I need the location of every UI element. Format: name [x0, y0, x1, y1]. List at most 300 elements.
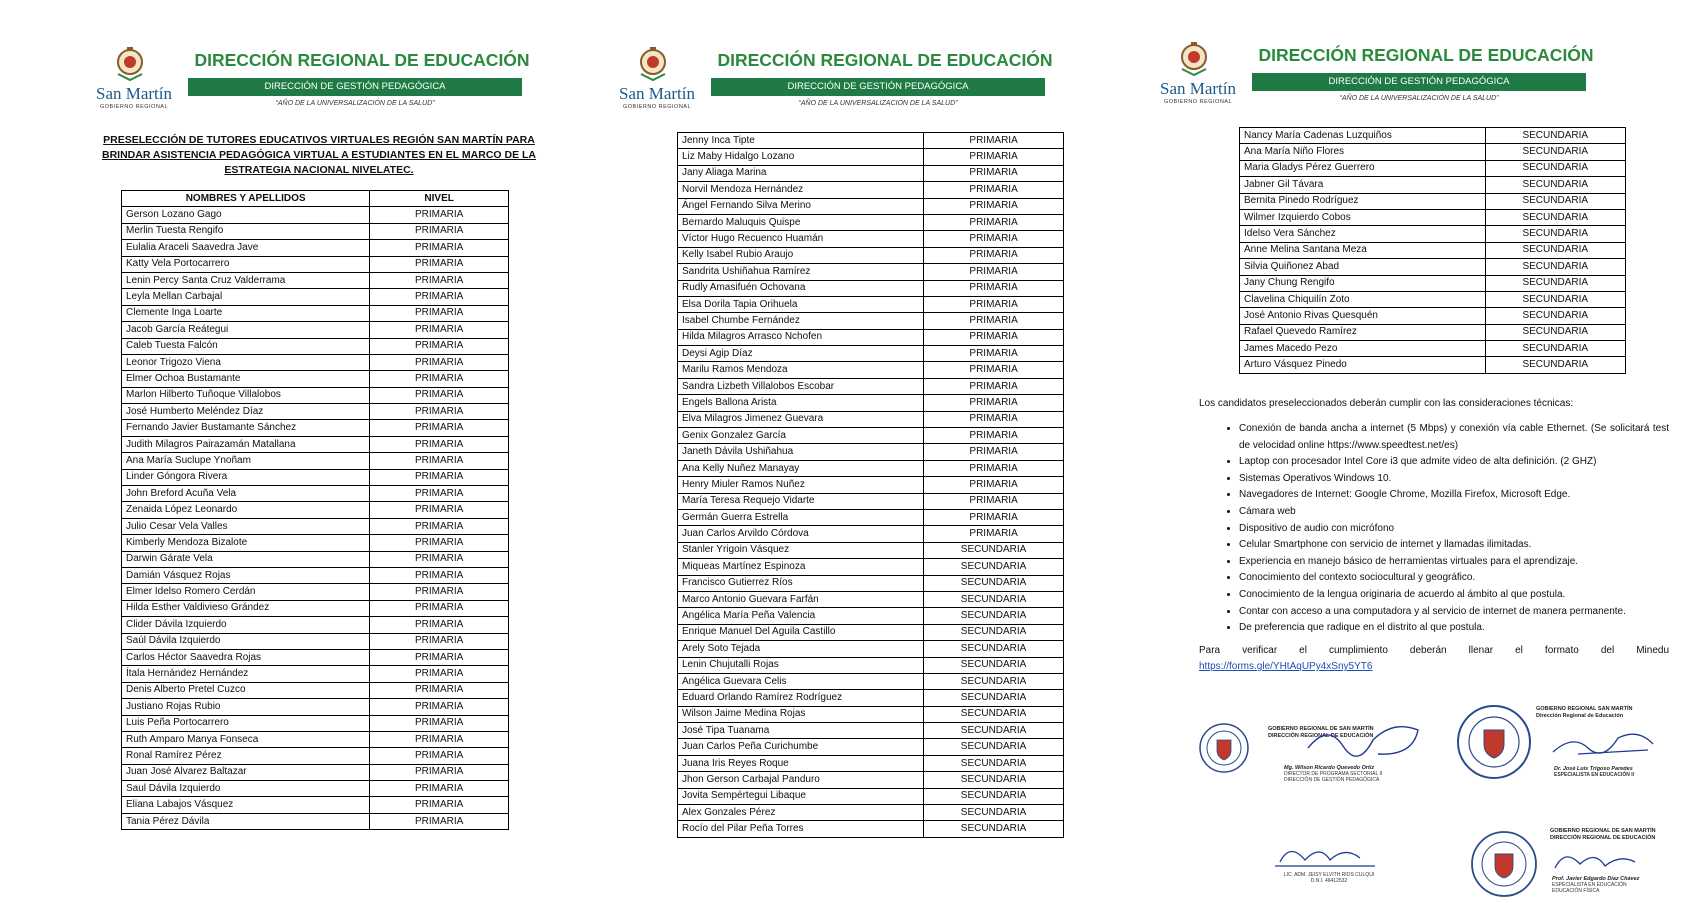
tutor-name-cell: Jacob García Reátegui: [122, 322, 370, 338]
tutor-level-cell: PRIMARIA: [370, 584, 509, 600]
tutor-name-cell: Marilu Ramos Mendoza: [678, 362, 924, 378]
tutor-level-cell: SECUNDARIA: [924, 706, 1064, 722]
tutor-level-cell: SECUNDARIA: [924, 608, 1064, 624]
tutor-name-cell: Elmer Idelso Romero Cerdán: [122, 584, 370, 600]
signature-4-role-line-2: EDUCACIÓN FÍSICA: [1552, 888, 1600, 894]
tutor-name-cell: Tania Pérez Dávila: [122, 813, 370, 829]
tutor-name-cell: Sandra Lizbeth Villalobos Escobar: [678, 378, 924, 394]
table-row: [1240, 144, 1626, 160]
table-row: [122, 699, 509, 715]
tutor-name-cell: Clemente Inga Loarte: [122, 305, 370, 321]
tutor-level-cell: SECUNDARIA: [1485, 160, 1625, 176]
table-row: [1240, 209, 1626, 225]
table-row: [678, 247, 1064, 263]
tutor-level-cell: PRIMARIA: [370, 453, 509, 469]
tutor-name-cell: Carlos Héctor Saavedra Rojas: [122, 649, 370, 665]
tutor-level-cell: PRIMARIA: [924, 247, 1064, 263]
tutor-level-cell: SECUNDARIA: [1485, 144, 1625, 160]
tutor-level-cell: SECUNDARIA: [924, 591, 1064, 607]
tutor-level-cell: PRIMARIA: [370, 715, 509, 731]
tutor-level-cell: PRIMARIA: [370, 551, 509, 567]
tutor-level-cell: PRIMARIA: [370, 223, 509, 239]
table-row: [122, 715, 509, 731]
tutor-name-cell: Rudly Amasifuén Ochovana: [678, 280, 924, 296]
requirement-item: • Laptop con procesador Intel Core i3 que admite video de alta definición. (2 GHZ): [1239, 454, 1669, 471]
tutor-level-cell: PRIMARIA: [924, 346, 1064, 362]
table-row: [122, 486, 509, 502]
table-row: [678, 805, 1064, 821]
table-row: [122, 453, 509, 469]
motto: “AÑO DE LA UNIVERSALIZACIÓN DE LA SALUD”: [275, 100, 435, 107]
letterhead: [80, 44, 540, 124]
tutor-name-cell: Ítala Hernández Hernández: [122, 666, 370, 682]
tutor-name-cell: Enrique Manuel Del Aguila Castillo: [678, 624, 924, 640]
tutor-level-cell: PRIMARIA: [924, 313, 1064, 329]
table-row: [678, 346, 1064, 362]
tutor-name-cell: Denis Alberto Pretel Cuzco: [122, 682, 370, 698]
table-row: [678, 559, 1064, 575]
tutor-name-cell: Merlin Tuesta Rengifo: [122, 223, 370, 239]
tutor-name-cell: Angélica María Peña Valencia: [678, 608, 924, 624]
tutor-name-cell: Julio Cesar Vela Valles: [122, 518, 370, 534]
tutor-name-cell: Marco Antonio Guevara Farfán: [678, 591, 924, 607]
tutor-level-cell: PRIMARIA: [370, 486, 509, 502]
tutor-level-cell: PRIMARIA: [924, 149, 1064, 165]
tutor-level-cell: PRIMARIA: [924, 378, 1064, 394]
letterhead: [603, 44, 1063, 124]
tutor-level-cell: PRIMARIA: [370, 240, 509, 256]
tutor-name-cell: Ana María Suclupe Ynoñam: [122, 453, 370, 469]
tutor-level-cell: PRIMARIA: [370, 436, 509, 452]
table-row: [122, 223, 509, 239]
tutor-level-cell: PRIMARIA: [370, 781, 509, 797]
government-label: GOBIERNO REGIONAL: [622, 104, 692, 110]
tutor-name-cell: Henry Miuler Ramos Nuñez: [678, 477, 924, 493]
table-row: [678, 755, 1064, 771]
document-title: PRESELECCIÓN DE TUTORES EDUCATIVOS VIRTUALES REGIÓN SAN MARTÍN PARA BRINDAR ASISTENCIA PEDAGÓGICA VIRTUAL A ESTUDIANTES EN EL MARCO DE LA ESTRATEGIA NACIONAL NIVELATEC.: [101, 134, 537, 176]
signature-scribble: [1298, 718, 1428, 758]
requirement-item: • Navegadores de Internet: Google Chrome, Mozilla Firefox, Microsoft Edge.: [1239, 487, 1669, 504]
tutor-name-cell: Leonor Trigozo Viena: [122, 354, 370, 370]
requirement-item: • Sistemas Operativos Windows 10.: [1239, 471, 1669, 488]
tutor-name-cell: Juana Iris Reyes Roque: [678, 755, 924, 771]
tutor-name-cell: James Macedo Pezo: [1240, 341, 1486, 357]
tutor-level-cell: SECUNDARIA: [924, 805, 1064, 821]
requirements-list: [1199, 421, 1669, 637]
table-row: [122, 387, 509, 403]
tutor-level-cell: PRIMARIA: [924, 428, 1064, 444]
department-band: DIRECCIÓN DE GESTIÓN PEDAGÓGICA: [1252, 73, 1586, 91]
tutor-level-cell: SECUNDARIA: [924, 788, 1064, 804]
table-row: [678, 165, 1064, 181]
table-row: [122, 813, 509, 829]
requirement-item: • Experiencia en manejo básico de herramientas virtuales para el aprendizaje.: [1239, 554, 1669, 571]
tutor-name-cell: Anne Melina Santana Meza: [1240, 242, 1486, 258]
tutor-level-cell: SECUNDARIA: [924, 755, 1064, 771]
peru-shield-seal-icon: [1198, 722, 1250, 774]
table-row: [678, 493, 1064, 509]
table-row: [678, 641, 1064, 657]
tutor-level-cell: PRIMARIA: [370, 617, 509, 633]
table-row: [1240, 341, 1626, 357]
table-row: [678, 313, 1064, 329]
table-row: [122, 764, 509, 780]
form-link[interactable]: https://forms.gle/YHtAqUPy4xSny5YT6: [1199, 661, 1373, 672]
tutor-name-cell: Clavelina Chiquilín Zoto: [1240, 291, 1486, 307]
table-row: [678, 673, 1064, 689]
tutor-level-cell: SECUNDARIA: [924, 657, 1064, 673]
table-row: [122, 781, 509, 797]
tutor-level-cell: PRIMARIA: [370, 338, 509, 354]
table-row: [678, 821, 1064, 837]
tutor-name-cell: Arturo Vásquez Pinedo: [1240, 357, 1486, 373]
table-row: [678, 329, 1064, 345]
tutor-name-cell: Ana Kelly Nuñez Manayay: [678, 460, 924, 476]
tutor-name-cell: Jany Chung Rengifo: [1240, 275, 1486, 291]
signature-2-header-line-2: Dirección Regional de Educación: [1536, 713, 1624, 719]
table-row: [678, 411, 1064, 427]
org-name: DIRECCIÓN REGIONAL DE EDUCACIÓN: [717, 50, 1053, 70]
peru-shield-seal-icon: [1456, 704, 1532, 780]
signature-2-role: ESPECIALISTA EN EDUCACIÓN II: [1554, 772, 1635, 778]
tutor-name-cell: Zenaida López Leonardo: [122, 502, 370, 518]
table-row: [678, 706, 1064, 722]
tutor-name-cell: Bernardo Maluquis Quispe: [678, 214, 924, 230]
tutor-name-cell: Deysi Agip Díaz: [678, 346, 924, 362]
table-row: [678, 477, 1064, 493]
tutor-level-cell: SECUNDARIA: [924, 690, 1064, 706]
tutor-name-cell: Leyla Mellan Carbajal: [122, 289, 370, 305]
table-row: [122, 748, 509, 764]
table-row: [122, 682, 509, 698]
table-row: [122, 633, 509, 649]
table-row: [122, 551, 509, 567]
tutor-level-cell: SECUNDARIA: [1485, 324, 1625, 340]
table-row: [678, 395, 1064, 411]
tutor-name-cell: Silvia Quiñonez Abad: [1240, 259, 1486, 275]
tutor-name-cell: Elsa Dorila Tapia Orihuela: [678, 296, 924, 312]
tutor-level-cell: PRIMARIA: [924, 493, 1064, 509]
tutor-name-cell: Liz Maby Hidalgo Lozano: [678, 149, 924, 165]
tutor-level-cell: PRIMARIA: [370, 813, 509, 829]
tutor-name-cell: Bernita Pinedo Rodríguez: [1240, 193, 1486, 209]
table-row: [122, 600, 509, 616]
tutor-name-cell: Isabel Chumbe Fernández: [678, 313, 924, 329]
table-row: [678, 280, 1064, 296]
requirement-item: • Cámara web: [1239, 504, 1669, 521]
signature-2-header-line-1: GOBIERNO REGIONAL SAN MARTÍN: [1536, 706, 1633, 712]
tutor-name-cell: Juan Carlos Arvildo Córdova: [678, 526, 924, 542]
tutor-level-cell: SECUNDARIA: [924, 821, 1064, 837]
table-row: [1240, 275, 1626, 291]
tutor-name-cell: Katty Vela Portocarrero: [122, 256, 370, 272]
table-row: [1240, 308, 1626, 324]
table-row: [678, 182, 1064, 198]
table-row: [122, 567, 509, 583]
signature-scribble: [1548, 724, 1658, 760]
tutor-name-cell: Caleb Tuesta Falcón: [122, 338, 370, 354]
tutor-level-cell: PRIMARIA: [370, 420, 509, 436]
signature-1-role-line-1: DIRECTOR DE PROGRAMA SECTORIAL II: [1284, 771, 1383, 777]
tutor-level-cell: PRIMARIA: [370, 600, 509, 616]
motto: “AÑO DE LA UNIVERSALIZACIÓN DE LA SALUD”: [798, 100, 958, 107]
tutor-level-cell: SECUNDARIA: [1485, 209, 1625, 225]
table-row: [678, 198, 1064, 214]
table-row: [678, 378, 1064, 394]
tutor-level-cell: PRIMARIA: [924, 444, 1064, 460]
tutor-name-cell: Jany Aliaga Marina: [678, 165, 924, 181]
tutor-name-cell: Clider Dávila Izquierdo: [122, 617, 370, 633]
requirement-item: • Conocimiento de la lengua originaria de acuerdo al ámbito al que postula.: [1239, 587, 1669, 604]
tutor-name-cell: Fernando Javier Bustamante Sánchez: [122, 420, 370, 436]
tutor-level-cell: SECUNDARIA: [1485, 128, 1625, 144]
table-row: [1240, 226, 1626, 242]
table-header-row: [122, 191, 509, 207]
tutor-name-cell: José Antonio Rivas Quesquén: [1240, 308, 1486, 324]
signature-scribble: [1270, 838, 1380, 870]
requirement-item: • Conocimiento del contexto sociocultural y geográfico.: [1239, 570, 1669, 587]
tutor-name-cell: Lenin Percy Santa Cruz Valderrama: [122, 272, 370, 288]
tutor-level-cell: PRIMARIA: [924, 526, 1064, 542]
requirement-item: • Conexión de banda ancha a internet (5 Mbps) y conexión vía cable Ethernet. (Se solicitará test de velocidad online https://www.speedtest.net/es): [1239, 421, 1669, 454]
tutor-level-cell: SECUNDARIA: [924, 624, 1064, 640]
tutor-table-page-2: [677, 132, 1064, 838]
signature-1-header-line-1: GOBIERNO REGIONAL DE SAN MARTÍN: [1268, 726, 1374, 732]
table-row: [678, 575, 1064, 591]
tutor-level-cell: PRIMARIA: [924, 165, 1064, 181]
tutor-name-cell: Kelly Isabel Rubio Araujo: [678, 247, 924, 263]
table-row: [678, 690, 1064, 706]
table-row: [122, 404, 509, 420]
table-row: [122, 420, 509, 436]
table-row: [122, 731, 509, 747]
tutor-level-cell: SECUNDARIA: [1485, 193, 1625, 209]
table-row: [678, 444, 1064, 460]
tutor-name-cell: Eulalia Araceli Saavedra Jave: [122, 240, 370, 256]
tutor-name-cell: Ruth Amparo Manya Fonseca: [122, 731, 370, 747]
tutor-name-cell: Gerson Lozano Gago: [122, 207, 370, 223]
tutor-level-cell: PRIMARIA: [370, 256, 509, 272]
tutor-name-cell: Alex Gonzales Pérez: [678, 805, 924, 821]
tutor-name-cell: Eliana Labajos Vásquez: [122, 797, 370, 813]
tutor-name-cell: Jovita Sempértegui Libaque: [678, 788, 924, 804]
tutor-name-cell: Nancy María Cadenas Luzquiños: [1240, 128, 1486, 144]
table-row: [678, 657, 1064, 673]
tutor-name-cell: Idelso Vera Sánchez: [1240, 226, 1486, 242]
tutor-name-cell: Juan Carlos Peña Curichumbe: [678, 739, 924, 755]
tutor-name-cell: Wilmer Izquierdo Cobos: [1240, 209, 1486, 225]
tutor-name-cell: María Teresa Requejo Vidarte: [678, 493, 924, 509]
requirements-intro: Los candidatos preseleccionados deberán cumplir con las consideraciones técnicas:: [1199, 398, 1574, 409]
tutor-name-cell: Linder Góngora Rivera: [122, 469, 370, 485]
region-name: San Martín: [618, 84, 696, 103]
table-row: [678, 739, 1064, 755]
region-name: San Martín: [95, 84, 173, 103]
tutor-level-cell: PRIMARIA: [924, 182, 1064, 198]
table-row: [122, 469, 509, 485]
tutor-name-cell: Arely Soto Tejada: [678, 641, 924, 657]
san-martin-crest-icon: [80, 44, 180, 124]
department-band: DIRECCIÓN DE GESTIÓN PEDAGÓGICA: [188, 78, 522, 96]
tutor-level-cell: PRIMARIA: [370, 731, 509, 747]
tutor-level-cell: PRIMARIA: [370, 633, 509, 649]
tutor-name-cell: Luis Peña Portocarrero: [122, 715, 370, 731]
table-row: [122, 502, 509, 518]
letterhead: [1144, 39, 1604, 119]
tutor-level-cell: SECUNDARIA: [1485, 357, 1625, 373]
table-row: [678, 624, 1064, 640]
tutor-level-cell: SECUNDARIA: [1485, 341, 1625, 357]
department-band: DIRECCIÓN DE GESTIÓN PEDAGÓGICA: [711, 78, 1045, 96]
tutor-name-cell: Rafael Quevedo Ramírez: [1240, 324, 1486, 340]
table-row: [678, 231, 1064, 247]
table-row: [122, 338, 509, 354]
tutor-level-cell: PRIMARIA: [370, 404, 509, 420]
table-row: [678, 723, 1064, 739]
table-row: [122, 436, 509, 452]
table-row: [122, 617, 509, 633]
tutor-table-page-1: [121, 190, 509, 830]
tutor-level-cell: SECUNDARIA: [924, 772, 1064, 788]
tutor-level-cell: PRIMARIA: [924, 264, 1064, 280]
table-row: [678, 542, 1064, 558]
tutor-name-cell: Hilda Milagros Arrasco Nchofen: [678, 329, 924, 345]
table-row: [122, 649, 509, 665]
table-row: [122, 535, 509, 551]
table-row: [1240, 160, 1626, 176]
tutor-level-cell: PRIMARIA: [924, 411, 1064, 427]
table-row: [122, 371, 509, 387]
tutor-level-cell: PRIMARIA: [924, 329, 1064, 345]
table-row: [678, 296, 1064, 312]
tutor-name-cell: Juan José Alvarez Baltazar: [122, 764, 370, 780]
tutor-level-cell: SECUNDARIA: [1485, 259, 1625, 275]
signature-4-role-line-1: ESPECIALISTA EN EDUCACIÓN: [1552, 882, 1627, 888]
tutor-level-cell: PRIMARIA: [924, 133, 1064, 149]
tutor-level-cell: SECUNDARIA: [1485, 291, 1625, 307]
tutor-name-cell: Damián Vásquez Rojas: [122, 567, 370, 583]
tutor-name-cell: Justiano Rojas Rubio: [122, 699, 370, 715]
table-row: [678, 149, 1064, 165]
tutor-name-cell: Elva Milagros Jimenez Guevara: [678, 411, 924, 427]
table-row: [1240, 324, 1626, 340]
tutor-level-cell: SECUNDARIA: [924, 723, 1064, 739]
tutor-level-cell: PRIMARIA: [370, 371, 509, 387]
signature-3-name: LIC. ADM. JEISY ELVITH RIOS CULQUI: [1283, 872, 1375, 878]
government-label: GOBIERNO REGIONAL: [1163, 99, 1233, 105]
table-row: [678, 460, 1064, 476]
tutor-name-cell: Ronal Ramírez Pérez: [122, 748, 370, 764]
table-row: [678, 772, 1064, 788]
tutor-name-cell: Lenin Chujutalli Rojas: [678, 657, 924, 673]
tutor-level-cell: PRIMARIA: [370, 797, 509, 813]
table-row: [122, 289, 509, 305]
table-row: [122, 240, 509, 256]
tutor-level-cell: PRIMARIA: [924, 460, 1064, 476]
org-name: DIRECCIÓN REGIONAL DE EDUCACIÓN: [194, 50, 530, 70]
tutor-level-cell: PRIMARIA: [924, 477, 1064, 493]
signature-3-dni: D.N.I. 46412532: [1310, 878, 1348, 884]
table-row: [1240, 357, 1626, 373]
table-row: [122, 584, 509, 600]
tutor-level-cell: PRIMARIA: [370, 289, 509, 305]
tutor-level-cell: PRIMARIA: [370, 322, 509, 338]
tutor-level-cell: PRIMARIA: [924, 362, 1064, 378]
tutor-level-cell: SECUNDARIA: [1485, 308, 1625, 324]
peru-shield-seal-icon: [1470, 830, 1538, 898]
tutor-name-cell: Darwin Gárate Vela: [122, 551, 370, 567]
signature-1-name: Mg. Wilson Ricardo Quevedo Ortiz: [1284, 765, 1375, 771]
tutor-name-cell: Miqueas Martínez Espinoza: [678, 559, 924, 575]
table-row: [678, 214, 1064, 230]
requirement-item: • Celular Smartphone con servicio de internet y llamadas ilimitadas.: [1239, 537, 1669, 554]
table-row: [678, 608, 1064, 624]
tutor-name-cell: Rocío del Pilar Peña Torres: [678, 821, 924, 837]
tutor-name-cell: Engels Ballona Arista: [678, 395, 924, 411]
table-row: [122, 322, 509, 338]
table-row: [122, 666, 509, 682]
table-row: [122, 207, 509, 223]
table-row: [678, 264, 1064, 280]
tutor-name-cell: Jenny Inca Tipte: [678, 133, 924, 149]
tutor-level-cell: PRIMARIA: [924, 198, 1064, 214]
tutor-name-cell: Genix Gonzalez García: [678, 428, 924, 444]
table-row: [1240, 193, 1626, 209]
government-label: GOBIERNO REGIONAL: [99, 104, 169, 110]
table-row: [122, 354, 509, 370]
tutor-level-cell: PRIMARIA: [370, 207, 509, 223]
tutor-level-cell: PRIMARIA: [924, 509, 1064, 525]
tutor-level-cell: SECUNDARIA: [924, 673, 1064, 689]
tutor-table-page-3: [1239, 127, 1626, 374]
tutor-level-cell: PRIMARIA: [370, 469, 509, 485]
signature-4-header-line-1: GOBIERNO REGIONAL DE SAN MARTÍN: [1550, 828, 1656, 834]
table-row: [678, 526, 1064, 542]
tutor-level-cell: PRIMARIA: [370, 518, 509, 534]
table-row: [122, 272, 509, 288]
tutor-level-cell: PRIMARIA: [370, 748, 509, 764]
table-row: [1240, 177, 1626, 193]
tutor-name-cell: Wilson Jaime Medina Rojas: [678, 706, 924, 722]
tutor-level-cell: SECUNDARIA: [924, 559, 1064, 575]
tutor-level-cell: SECUNDARIA: [924, 575, 1064, 591]
tutor-name-cell: Ángel Fernando Silva Merino: [678, 198, 924, 214]
table-row: [678, 788, 1064, 804]
signature-4-header-line-2: DIRECCIÓN REGIONAL DE EDUCACIÓN: [1550, 835, 1656, 841]
requirement-item: • Dispositivo de audio con micrófono: [1239, 521, 1669, 538]
tutor-name-cell: Elmer Ochoa Bustamante: [122, 371, 370, 387]
tutor-name-cell: José Humberto Meléndez Díaz: [122, 404, 370, 420]
tutor-level-cell: PRIMARIA: [370, 535, 509, 551]
tutor-name-cell: Jhon Gerson Carbajal Panduro: [678, 772, 924, 788]
tutor-name-cell: Ana María Niño Flores: [1240, 144, 1486, 160]
tutor-name-cell: Jabner Gil Távara: [1240, 177, 1486, 193]
tutor-level-cell: PRIMARIA: [370, 682, 509, 698]
tutor-level-cell: SECUNDARIA: [1485, 177, 1625, 193]
signature-2-name: Dr. José Luis Trigoso Paredes: [1554, 766, 1633, 772]
san-martin-crest-icon: [603, 44, 703, 124]
table-row: [122, 305, 509, 321]
san-martin-crest-icon: [1144, 39, 1244, 119]
requirement-item: • De preferencia que radique en el distrito al que postula.: [1239, 620, 1669, 637]
table-row: [1240, 242, 1626, 258]
table-row: [678, 591, 1064, 607]
region-name: San Martín: [1159, 79, 1237, 98]
tutor-name-cell: Saúl Dávila Izquierdo: [122, 633, 370, 649]
org-name: DIRECCIÓN REGIONAL DE EDUCACIÓN: [1258, 45, 1594, 65]
table-row: [678, 428, 1064, 444]
tutor-level-cell: SECUNDARIA: [1485, 242, 1625, 258]
